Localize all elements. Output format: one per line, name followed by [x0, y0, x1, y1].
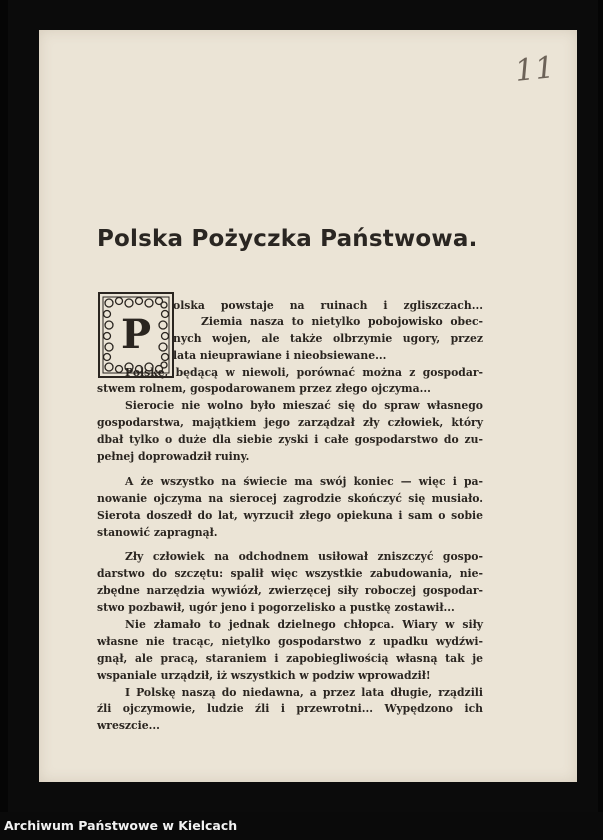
text-line: Sierocie nie wolno było mieszać się do spraw własnego: [125, 399, 483, 413]
footer-bar: [0, 812, 603, 840]
text-line: olska powstaje na ruinach i zgliszczach...: [173, 299, 483, 312]
text-line: własne nie tracąc, nietylko gospodarstwo z upadku wydźwi-: [97, 634, 483, 648]
text-line: Nie złamało to jednak dzielnego chłopca. Wiary w siły: [125, 618, 483, 632]
text-line: lata nieuprawiane i nieobsiewane...: [173, 348, 387, 362]
text-line: Ziemia nasza to nietylko pobojowisko obec-: [201, 314, 483, 328]
text-line: źli ojczymowie, ludzie źli i przewrotni... Wypędzono ich: [97, 702, 483, 716]
text-line: stwo pozbawił, ugór jeno i pogorzelisko a pustkę zostawił...: [97, 601, 455, 615]
text-line: stanowić zapragnął.: [97, 525, 218, 539]
body-text: [97, 299, 483, 735]
text-line: darstwo do szczętu: spalił więc wszystkie zabudowania, nie-: [97, 567, 483, 581]
text-line: wspaniale urządził, iż wszystkich w podziw wprowadził!: [97, 668, 431, 682]
text-line: nowanie ojczyma na sierocej zagrodzie skończyć się musiało.: [97, 491, 483, 505]
text-line: dbał tylko o duże dla siebie zyski i całe gospodarstwo do zu-: [97, 433, 483, 447]
text-line: stwem rolnem, gospodarowanem przez złego ojczyma...: [97, 382, 431, 396]
page-number: 11: [513, 49, 557, 90]
page-title: Polska Pożyczka Państwowa.: [97, 226, 478, 252]
text-line: wreszcie...: [97, 719, 160, 733]
archive-label: Archiwum Państwowe w Kielcach: [4, 818, 238, 833]
text-line: pełnej doprowadził ruiny.: [97, 450, 250, 464]
initial-letter: P: [120, 311, 152, 358]
text-line: nych wojen, ale także olbrzymie ugory, przez: [173, 331, 483, 345]
scan-background: [8, 0, 598, 812]
text-line: A że wszystko na świecie ma swój koniec — więc i pa-: [125, 474, 483, 488]
text-line: I Polskę naszą do niedawna, a przez lata długie, rządzili: [125, 685, 483, 699]
document-page: [39, 30, 577, 782]
text-line: gnął, ale pracą, staraniem i zapobiegliwością własną tak je: [97, 651, 483, 665]
text-line: zbędne narzędzia wywiózł, zwierzęcej siły roboczej gospodar-: [97, 584, 483, 598]
text-line: Polskę, będącą w niewoli, porównać można z gospodar-: [125, 365, 483, 379]
text-line: Sierota doszedł do lat, wyrzucił złego opiekuna i sam o sobie: [97, 508, 483, 522]
text-line: gospodarstwa, majątkiem jego zarządzał zły człowiek, który: [97, 416, 483, 430]
text-line: Zły człowiek na odchodnem usiłował zniszczyć gospo-: [125, 550, 483, 564]
